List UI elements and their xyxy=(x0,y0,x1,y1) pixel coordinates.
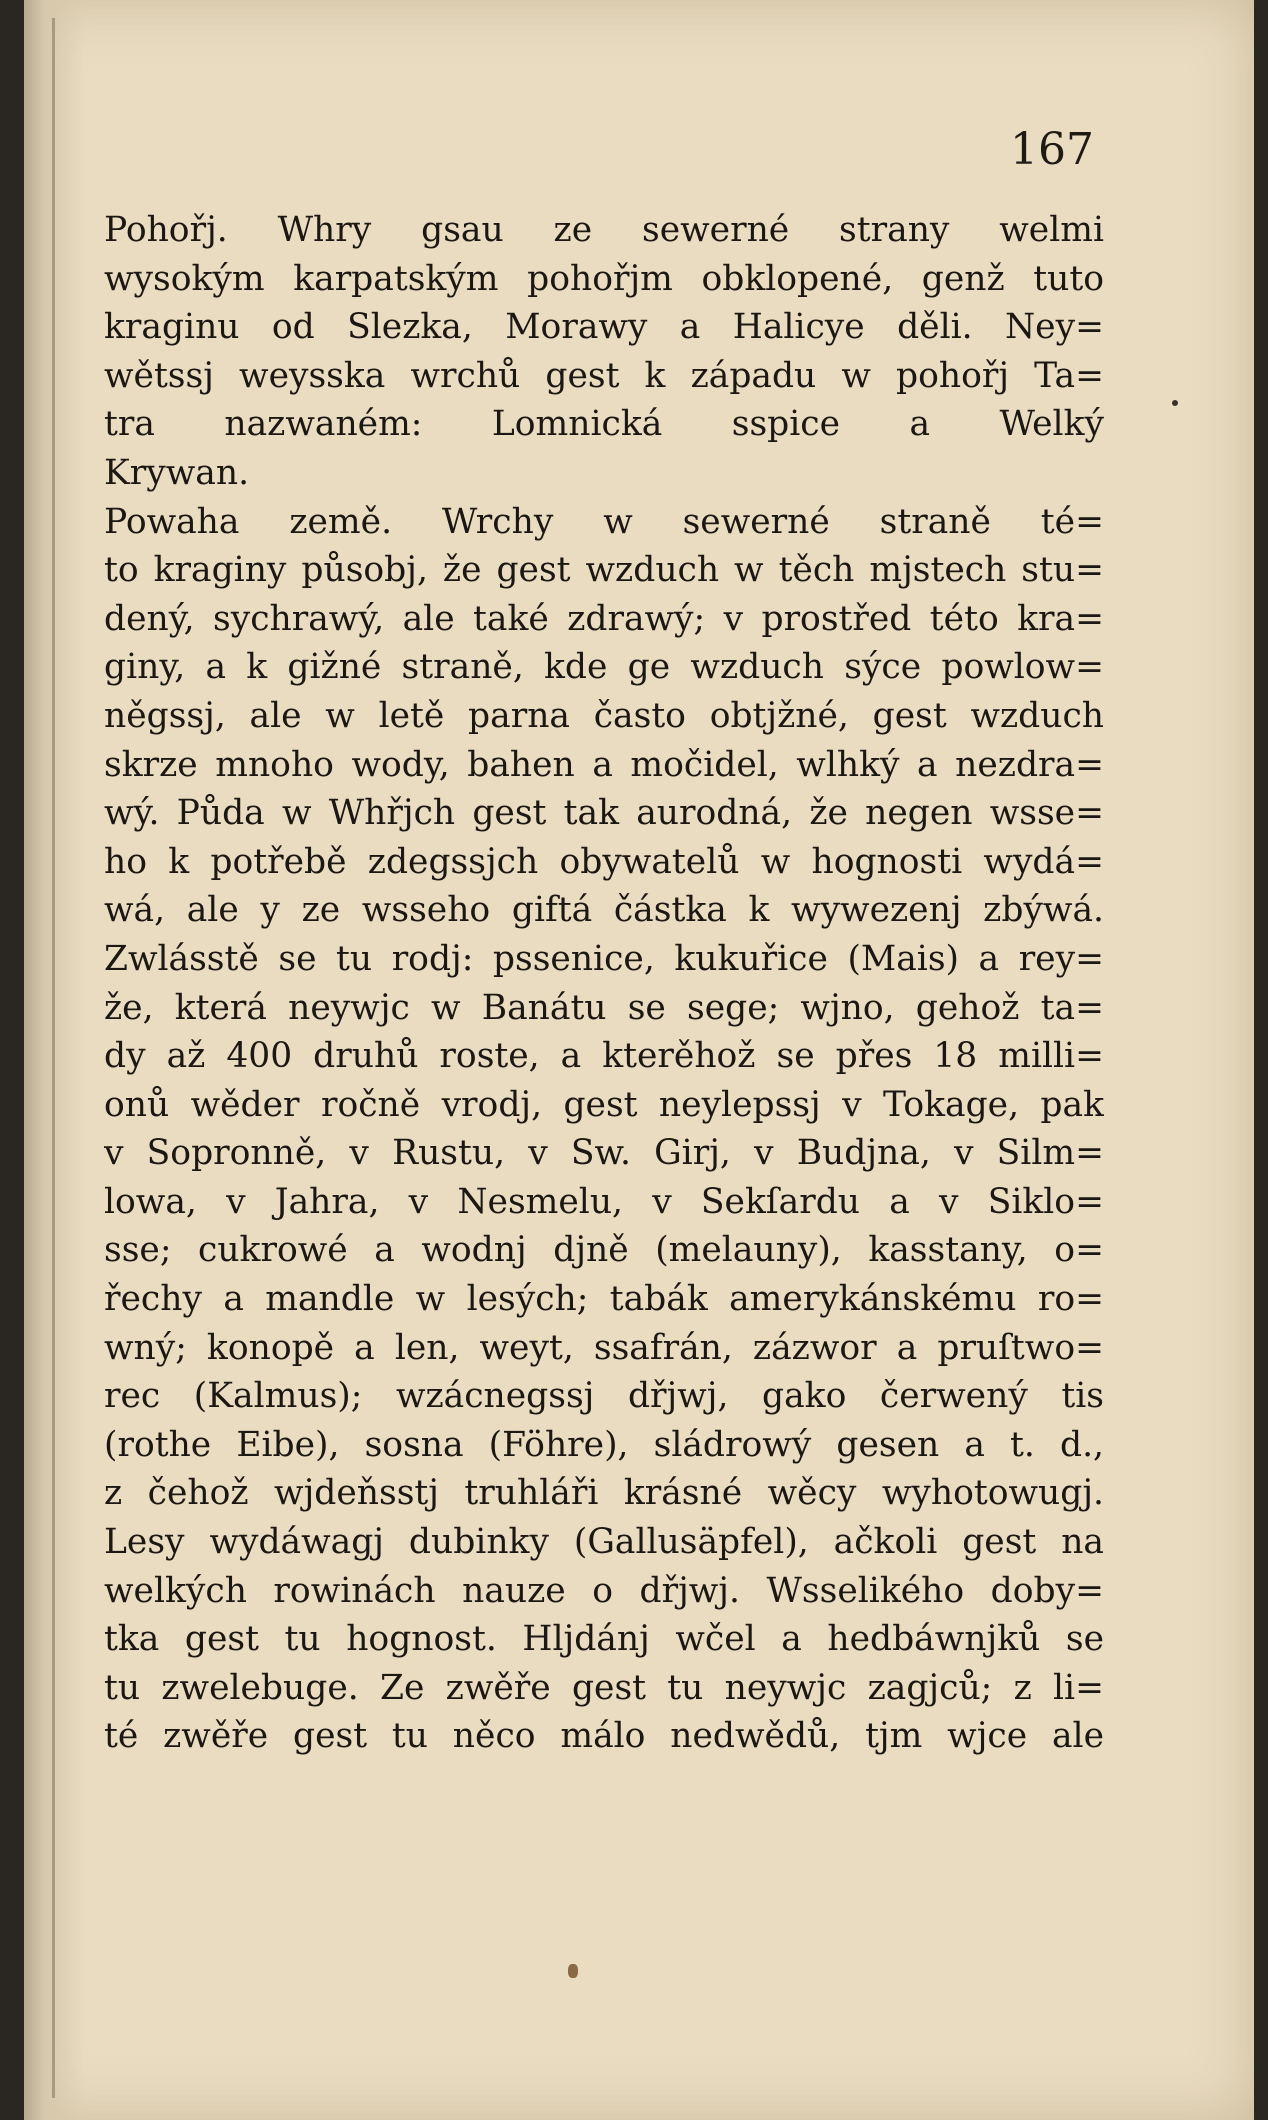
text-line: ho k potřebě zdegssjch obywatelů w hognosti wydá= xyxy=(104,841,1104,882)
text-line: welkých rowinách nauze o dřjwj. Wsselikého doby= xyxy=(104,1570,1104,1611)
text-line: tu zwelebuge. Ze zwěře gest tu neywjc zagjců; z li= xyxy=(104,1667,1104,1708)
text-line: něgssj, ale w letě parna často obtjžné, gest wzduch xyxy=(104,695,1104,736)
text-line: skrze mnoho wody, bahen a močidel, wlhký a nezdra= xyxy=(104,744,1104,785)
text-line: giny, a k gižné straně, kde ge wzduch sýce powlow= xyxy=(104,647,1104,688)
text-line: wá, ale y ze wsseho giftá částka k wywezenj zbýwá. xyxy=(104,890,1104,931)
text-line: tka gest tu hognost. Hljdánj wčel a hedbáwnjků se xyxy=(104,1619,1104,1660)
page-edge-line xyxy=(52,18,55,2098)
book-page xyxy=(24,0,1254,2120)
text-line: lowa, v Jahra, v Nesmelu, v Sekſardu a v Siklo= xyxy=(104,1181,1104,1222)
text-line: tra nazwaném: Lomnická sspice a Welký xyxy=(104,404,1104,445)
body-text xyxy=(104,206,1104,1761)
text-line: Pohořj. Whry gsau ze sewerné strany welmi xyxy=(104,210,1104,250)
text-line: Powaha země. Wrchy w sewerné straně té= xyxy=(104,501,1104,542)
text-line: to kraginy působj, že gest wzduch w těch mjstech stu= xyxy=(104,550,1104,591)
text-line: onů wěder ročně vrodj, gest neylepssj v Tokage, pak xyxy=(104,1084,1104,1125)
text-line: wný; konopě a len, weyt, ssafrán, zázwor a pruſtwo= xyxy=(104,1327,1104,1368)
ink-spot xyxy=(568,1964,578,1978)
text-line: Zwlásstě se tu rodj: pssenice, kukuřice (Mais) a rey= xyxy=(104,938,1104,979)
text-line: wětssj weysska wrchů gest k západu w pohořj Ta= xyxy=(104,355,1104,396)
text-line: sse; cukrowé a wodnj djně (melauny), kasstany, o= xyxy=(104,1230,1104,1271)
page-number: 167 xyxy=(1010,124,1094,175)
margin-mark xyxy=(1172,400,1178,406)
text-line: kraginu od Slezka, Morawy a Halicye děli. Ney= xyxy=(104,307,1104,348)
text-line: wysokým karpatským pohořjm obklopené, genž tuto xyxy=(104,258,1104,299)
text-line: dený, sychrawý, ale také zdrawý; v prostřed této kra= xyxy=(104,598,1104,639)
text-line: Krywan. xyxy=(104,452,250,493)
text-line: dy až 400 druhů roste, a kterěhož se přes 18 milli= xyxy=(104,1036,1104,1077)
text-line: té zwěře gest tu něco málo nedwědů, tjm wjce ale xyxy=(104,1716,1104,1757)
text-line: (rothe Eibe), sosna (Föhre), sládrowý gesen a t. d., xyxy=(104,1424,1104,1465)
text-line: v Sopronně, v Rustu, v Sw. Girj, v Budjna, v Silm= xyxy=(104,1133,1104,1174)
text-line: že, která neywjc w Banátu se sege; wjno, gehož ta= xyxy=(104,987,1104,1028)
text-line: z čehož wjdeňsstj truhláři krásné wěcy wyhotowugj. xyxy=(104,1473,1104,1514)
text-line: řechy a mandle w lesých; tabák amerykánskému ro= xyxy=(104,1279,1104,1320)
text-line: Lesy wydáwagj dubinky (Gallusäpfel), ačkoli gest na xyxy=(104,1522,1104,1563)
text-line: wý. Půda w Whřjch gest tak aurodná, že negen wsse= xyxy=(104,793,1104,834)
text-line: rec (Kalmus); wzácnegssj dřjwj, gako čerwený tis xyxy=(104,1376,1104,1417)
